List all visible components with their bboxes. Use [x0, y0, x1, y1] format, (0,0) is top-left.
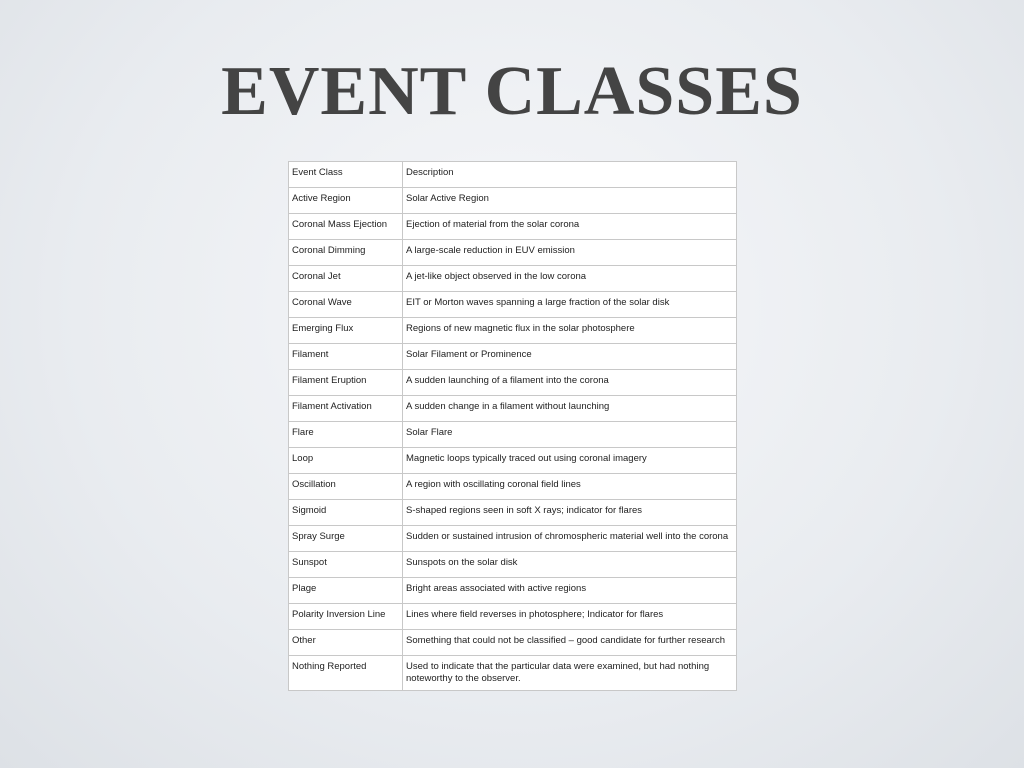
description-cell: Ejection of material from the solar corona [403, 214, 737, 240]
description-cell: Bright areas associated with active regions [403, 578, 737, 604]
event-class-cell: Loop [289, 448, 403, 474]
description-cell: A sudden change in a filament without launching [403, 396, 737, 422]
table-row [289, 578, 737, 604]
table-row [289, 266, 737, 292]
table-row [289, 240, 737, 266]
description-cell: Lines where field reverses in photosphere; Indicator for flares [403, 604, 737, 630]
event-class-cell: Oscillation [289, 474, 403, 500]
header-description: Description [403, 162, 737, 188]
description-cell: Solar Filament or Prominence [403, 344, 737, 370]
event-class-cell: Coronal Mass Ejection [289, 214, 403, 240]
event-classes-table [288, 161, 737, 691]
event-class-cell: Filament Activation [289, 396, 403, 422]
table-row [289, 552, 737, 578]
description-cell: A jet-like object observed in the low corona [403, 266, 737, 292]
event-class-cell: Emerging Flux [289, 318, 403, 344]
header-event-class: Event Class [289, 162, 403, 188]
table-body [289, 162, 737, 691]
description-cell: A region with oscillating coronal field lines [403, 474, 737, 500]
table-row [289, 630, 737, 656]
description-cell: Solar Active Region [403, 188, 737, 214]
description-cell: Solar Flare [403, 422, 737, 448]
event-class-cell: Sigmoid [289, 500, 403, 526]
table-row [289, 396, 737, 422]
event-class-cell: Sunspot [289, 552, 403, 578]
table-row [289, 656, 737, 691]
event-classes-table-container [288, 161, 734, 691]
event-class-cell: Polarity Inversion Line [289, 604, 403, 630]
event-class-cell: Coronal Dimming [289, 240, 403, 266]
event-class-cell: Filament Eruption [289, 370, 403, 396]
table-header-row [289, 162, 737, 188]
description-cell: A large-scale reduction in EUV emission [403, 240, 737, 266]
table-row [289, 318, 737, 344]
event-class-cell: Flare [289, 422, 403, 448]
table-row [289, 188, 737, 214]
table-row [289, 422, 737, 448]
description-cell: EIT or Morton waves spanning a large fraction of the solar disk [403, 292, 737, 318]
event-class-cell: Filament [289, 344, 403, 370]
description-cell: Regions of new magnetic flux in the solar photosphere [403, 318, 737, 344]
table-row [289, 500, 737, 526]
description-cell: Sunspots on the solar disk [403, 552, 737, 578]
table-row [289, 526, 737, 552]
event-class-cell: Plage [289, 578, 403, 604]
event-class-cell: Active Region [289, 188, 403, 214]
table-row [289, 214, 737, 240]
event-class-cell: Coronal Jet [289, 266, 403, 292]
table-row [289, 292, 737, 318]
description-cell: Sudden or sustained intrusion of chromospheric material well into the corona [403, 526, 737, 552]
event-class-cell: Spray Surge [289, 526, 403, 552]
table-row [289, 474, 737, 500]
description-cell: S-shaped regions seen in soft X rays; indicator for flares [403, 500, 737, 526]
event-class-cell: Coronal Wave [289, 292, 403, 318]
slide-title: EVENT CLASSES [221, 53, 803, 130]
description-cell: A sudden launching of a filament into the corona [403, 370, 737, 396]
description-cell: Magnetic loops typically traced out using coronal imagery [403, 448, 737, 474]
table-row [289, 370, 737, 396]
table-row [289, 448, 737, 474]
description-cell: Something that could not be classified – good candidate for further research [403, 630, 737, 656]
table-row [289, 604, 737, 630]
description-cell: Used to indicate that the particular data were examined, but had nothing noteworthy to the observer. [403, 656, 737, 691]
table-row [289, 344, 737, 370]
event-class-cell: Nothing Reported [289, 656, 403, 691]
event-class-cell: Other [289, 630, 403, 656]
